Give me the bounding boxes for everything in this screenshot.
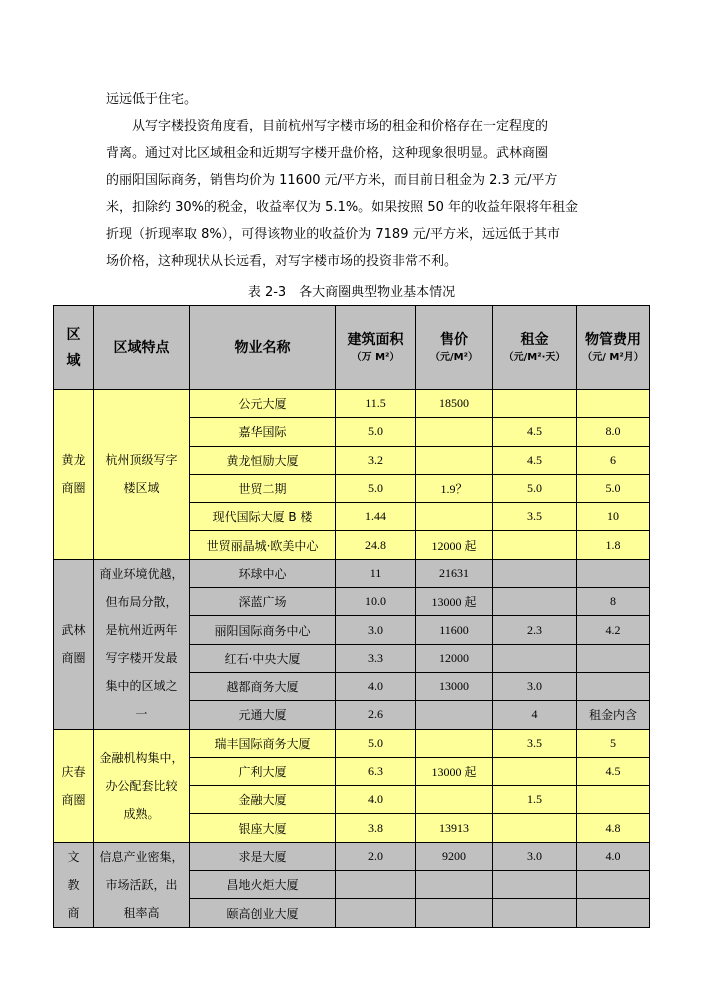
property-name-cell: 银座大厦 xyxy=(190,814,336,842)
mgmt-fee-cell xyxy=(577,559,650,587)
mgmt-fee-cell xyxy=(577,672,650,700)
feature-line: 信息产业密集， xyxy=(99,849,184,864)
building-area-cell: 4.0 xyxy=(336,672,416,700)
intro-line: 背离。通过对比区域租金和近期写字楼开盘价格，这种现象很明显。武林商圈 xyxy=(106,146,549,161)
price-cell: 13000 xyxy=(416,672,493,700)
property-name-cell: 元通大厦 xyxy=(190,701,336,729)
mgmt-fee-cell xyxy=(577,644,650,672)
area-label-line: 教 xyxy=(67,877,80,892)
rent-cell: 3.5 xyxy=(493,729,577,757)
area-label-line: 商圈 xyxy=(61,651,86,666)
mgmt-fee-cell: 6 xyxy=(577,446,650,474)
property-name-cell: 广利大厦 xyxy=(190,757,336,785)
feature-cell xyxy=(94,559,190,729)
mgmt-fee-cell: 4.8 xyxy=(577,814,650,842)
table-caption: 表 2-3 各大商圈典型物业基本情况 xyxy=(247,285,456,300)
header-price: 售价 （元/M²） xyxy=(416,306,493,390)
header-mgmt: 物管费用 （元/ M²月） xyxy=(577,306,650,390)
rent-cell: 3.0 xyxy=(493,842,577,870)
area-label-line: 商 xyxy=(67,905,80,920)
area-label-line: 商圈 xyxy=(61,792,86,807)
table-row xyxy=(54,842,650,870)
property-name-cell: 昌地火炬大厦 xyxy=(190,871,336,899)
feature-line: 是杭州近两年 xyxy=(105,623,178,638)
building-area-cell: 3.2 xyxy=(336,446,416,474)
price-cell xyxy=(416,871,493,899)
mgmt-fee-cell: 8.0 xyxy=(577,418,650,446)
rent-cell xyxy=(493,814,577,842)
intro-line: 场价格，这种现状从长远看，对写字楼市场的投资非常不利。 xyxy=(106,254,458,269)
mgmt-fee-cell: 租金内含 xyxy=(577,701,650,729)
rent-cell xyxy=(493,644,577,672)
property-table xyxy=(53,305,650,928)
feature-line: 办公配套比较 xyxy=(105,778,178,793)
table-body xyxy=(54,390,650,928)
building-area-cell: 11 xyxy=(336,559,416,587)
building-area-cell: 11.5 xyxy=(336,390,416,418)
property-name-cell: 世贸丽晶城·欧美中心 xyxy=(190,531,336,559)
header-building-area: 建筑面积 （万 M²） xyxy=(336,306,416,390)
property-name-cell: 瑞丰国际商务大厦 xyxy=(190,729,336,757)
intro-paragraph xyxy=(106,86,596,275)
property-name-cell: 嘉华国际 xyxy=(190,418,336,446)
feature-cell xyxy=(94,842,190,927)
rent-cell: 5.0 xyxy=(493,474,577,502)
intro-line: 的丽阳国际商务，销售均价为 11600 元/平方米，而目前日租金为 2.3 元/平方 xyxy=(106,173,558,188)
feature-line: 一 xyxy=(135,707,148,722)
price-cell: 12000 起 xyxy=(416,531,493,559)
header-area-char: 区 xyxy=(66,326,81,343)
building-area-cell: 24.8 xyxy=(336,531,416,559)
building-area-cell: 5.0 xyxy=(336,729,416,757)
rent-cell: 3.5 xyxy=(493,503,577,531)
mgmt-fee-cell: 8 xyxy=(577,588,650,616)
feature-cell xyxy=(94,390,190,560)
rent-cell: 2.3 xyxy=(493,616,577,644)
area-label-line: 黄龙 xyxy=(61,453,86,468)
header-rent: 租金 （元/M²·天） xyxy=(493,306,577,390)
building-area-cell: 2.6 xyxy=(336,701,416,729)
price-cell: 21631 xyxy=(416,559,493,587)
building-area-cell: 3.3 xyxy=(336,644,416,672)
price-cell xyxy=(416,418,493,446)
table-row xyxy=(54,390,650,418)
mgmt-fee-cell xyxy=(577,899,650,927)
building-area-cell: 2.0 xyxy=(336,842,416,870)
mgmt-fee-cell xyxy=(577,786,650,814)
feature-line: 写字楼开发最 xyxy=(105,651,178,666)
feature-line: 商业环境优越， xyxy=(99,567,184,582)
property-name-cell: 环球中心 xyxy=(190,559,336,587)
mgmt-fee-cell: 5 xyxy=(577,729,650,757)
area-cell xyxy=(54,559,94,729)
building-area-cell xyxy=(336,871,416,899)
price-cell: 13000 起 xyxy=(416,757,493,785)
rent-cell: 4.5 xyxy=(493,446,577,474)
area-label-line: 文 xyxy=(67,849,80,864)
mgmt-fee-cell: 4.5 xyxy=(577,757,650,785)
rent-cell xyxy=(493,757,577,785)
price-cell xyxy=(416,701,493,729)
property-name-cell: 深蓝广场 xyxy=(190,588,336,616)
price-cell xyxy=(416,503,493,531)
property-name-cell: 现代国际大厦 B 楼 xyxy=(190,503,336,531)
property-name-cell: 红石·中央大厦 xyxy=(190,644,336,672)
property-name-cell: 丽阳国际商务中心 xyxy=(190,616,336,644)
rent-cell: 1.5 xyxy=(493,786,577,814)
building-area-cell: 3.0 xyxy=(336,616,416,644)
feature-line: 但布局分散， xyxy=(105,595,178,610)
table-row xyxy=(54,559,650,587)
rent-cell xyxy=(493,899,577,927)
price-cell: 9200 xyxy=(416,842,493,870)
price-cell xyxy=(416,446,493,474)
header-feature: 区域特点 xyxy=(94,306,190,390)
area-label-line: 武林 xyxy=(61,623,86,638)
area-cell xyxy=(54,390,94,560)
rent-cell xyxy=(493,531,577,559)
property-name-cell: 公元大厦 xyxy=(190,390,336,418)
price-cell xyxy=(416,786,493,814)
property-name-cell: 金融大厦 xyxy=(190,786,336,814)
building-area-cell: 1.44 xyxy=(336,503,416,531)
property-name-cell: 黄龙恒励大厦 xyxy=(190,446,336,474)
price-cell: 1.9？ xyxy=(416,474,493,502)
mgmt-fee-cell: 10 xyxy=(577,503,650,531)
property-name-cell: 求是大厦 xyxy=(190,842,336,870)
building-area-cell: 10.0 xyxy=(336,588,416,616)
property-name-cell: 世贸二期 xyxy=(190,474,336,502)
building-area-cell: 4.0 xyxy=(336,786,416,814)
area-label-line: 庆春 xyxy=(61,764,86,779)
header-area xyxy=(54,306,94,390)
rent-cell xyxy=(493,871,577,899)
price-cell: 11600 xyxy=(416,616,493,644)
rent-cell xyxy=(493,559,577,587)
mgmt-fee-cell xyxy=(577,871,650,899)
header-area-char: 域 xyxy=(66,352,81,369)
price-cell: 13000 起 xyxy=(416,588,493,616)
header-property: 物业名称 xyxy=(190,306,336,390)
rent-cell: 3.0 xyxy=(493,672,577,700)
feature-line: 市场活跃，出 xyxy=(105,877,178,892)
rent-cell: 4.5 xyxy=(493,418,577,446)
feature-line: 成熟。 xyxy=(123,806,160,821)
intro-line: 折现（折现率取 8%），可得该物业的收益价为 7189 元/平方米，远远低于其市 xyxy=(106,227,560,242)
area-cell xyxy=(54,842,94,927)
price-cell: 13913 xyxy=(416,814,493,842)
property-name-cell: 越都商务大厦 xyxy=(190,672,336,700)
price-cell: 18500 xyxy=(416,390,493,418)
building-area-cell: 3.8 xyxy=(336,814,416,842)
table-row xyxy=(54,729,650,757)
rent-cell xyxy=(493,588,577,616)
property-name-cell: 颐高创业大厦 xyxy=(190,899,336,927)
mgmt-fee-cell: 4.0 xyxy=(577,842,650,870)
mgmt-fee-cell: 5.0 xyxy=(577,474,650,502)
building-area-cell xyxy=(336,899,416,927)
rent-cell xyxy=(493,390,577,418)
feature-line: 杭州顶级写字 xyxy=(105,453,178,468)
feature-line: 集中的区域之 xyxy=(105,679,178,694)
mgmt-fee-cell: 4.2 xyxy=(577,616,650,644)
table-header-row xyxy=(54,306,650,390)
building-area-cell: 6.3 xyxy=(336,757,416,785)
mgmt-fee-cell: 1.8 xyxy=(577,531,650,559)
intro-line: 远远低于住宅。 xyxy=(106,92,198,107)
mgmt-fee-cell xyxy=(577,390,650,418)
feature-line: 楼区域 xyxy=(123,481,160,496)
feature-line: 金融机构集中， xyxy=(99,750,184,765)
rent-cell: 4 xyxy=(493,701,577,729)
feature-line: 租率高 xyxy=(123,905,160,920)
building-area-cell: 5.0 xyxy=(336,418,416,446)
building-area-cell: 5.0 xyxy=(336,474,416,502)
price-cell xyxy=(416,899,493,927)
price-cell xyxy=(416,729,493,757)
price-cell: 12000 xyxy=(416,644,493,672)
area-label-line: 商圈 xyxy=(61,481,86,496)
intro-line: 米，扣除约 30%的税金，收益率仅为 5.1%。如果按照 50 年的收益年限将年租金 xyxy=(106,200,578,215)
intro-line: 从写字楼投资角度看，目前杭州写字楼市场的租金和价格存在一定程度的 xyxy=(132,119,549,134)
area-cell xyxy=(54,729,94,842)
feature-cell xyxy=(94,729,190,842)
